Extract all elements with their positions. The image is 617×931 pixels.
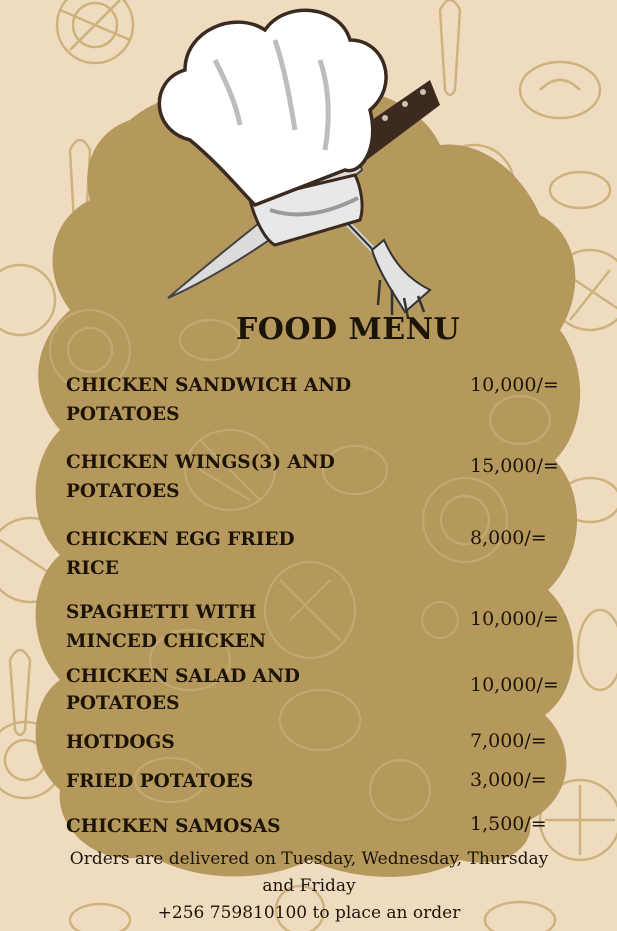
menu-item-name-line1: HOTDOGS: [66, 732, 175, 753]
menu-title: FOOD MENU: [236, 312, 461, 347]
menu-item-name-line1: CHICKEN WINGS(3) AND: [66, 452, 335, 473]
menu-item-name-line2: MINCED CHICKEN: [66, 631, 267, 652]
delivery-days-note: [14, 846, 604, 900]
menu-item-price: 7,000/=: [470, 730, 547, 752]
delivery-days-line1: Orders are delivered on Tuesday, Wednesday, Thursday: [69, 849, 549, 869]
menu-item-price: 10,000/=: [470, 608, 559, 630]
menu-item-name: [66, 598, 366, 656]
menu-item-name-line2: POTATOES: [66, 481, 180, 502]
menu-item-name-line2: POTATOES: [66, 693, 180, 714]
menu-item-name-line1: CHICKEN SANDWICH AND: [66, 375, 352, 396]
menu-item-name-line1: FRIED POTATOES: [66, 771, 254, 792]
delivery-days-line2: and Friday: [262, 876, 356, 896]
menu-item-name: [66, 525, 366, 583]
order-phone-note: +256 759810100 to place an order: [157, 903, 461, 923]
menu-item-name: [66, 728, 366, 757]
menu-item-name-line2: RICE: [66, 558, 119, 579]
menu-item-name: [66, 767, 366, 796]
menu-item-name: [66, 663, 366, 717]
menu-item-name-line1: CHICKEN SAMOSAS: [66, 816, 281, 837]
menu-item-name-line1: SPAGHETTI WITH: [66, 602, 257, 623]
menu-item-name-line2: POTATOES: [66, 404, 180, 425]
menu-item-name: [66, 371, 366, 429]
menu-item-price: 1,500/=: [470, 813, 547, 835]
menu-item-name-line1: CHICKEN SALAD AND: [66, 666, 300, 687]
menu-item-name: [66, 812, 366, 841]
menu-item-price: 15,000/=: [470, 455, 559, 477]
menu-item-price: 10,000/=: [470, 374, 559, 396]
menu-item-price: 8,000/=: [470, 527, 547, 549]
menu-item-price: 10,000/=: [470, 674, 559, 696]
menu-item-name: [66, 448, 366, 506]
menu-item-name-line1: CHICKEN EGG FRIED: [66, 529, 295, 550]
menu-item-price: 3,000/=: [470, 769, 547, 791]
